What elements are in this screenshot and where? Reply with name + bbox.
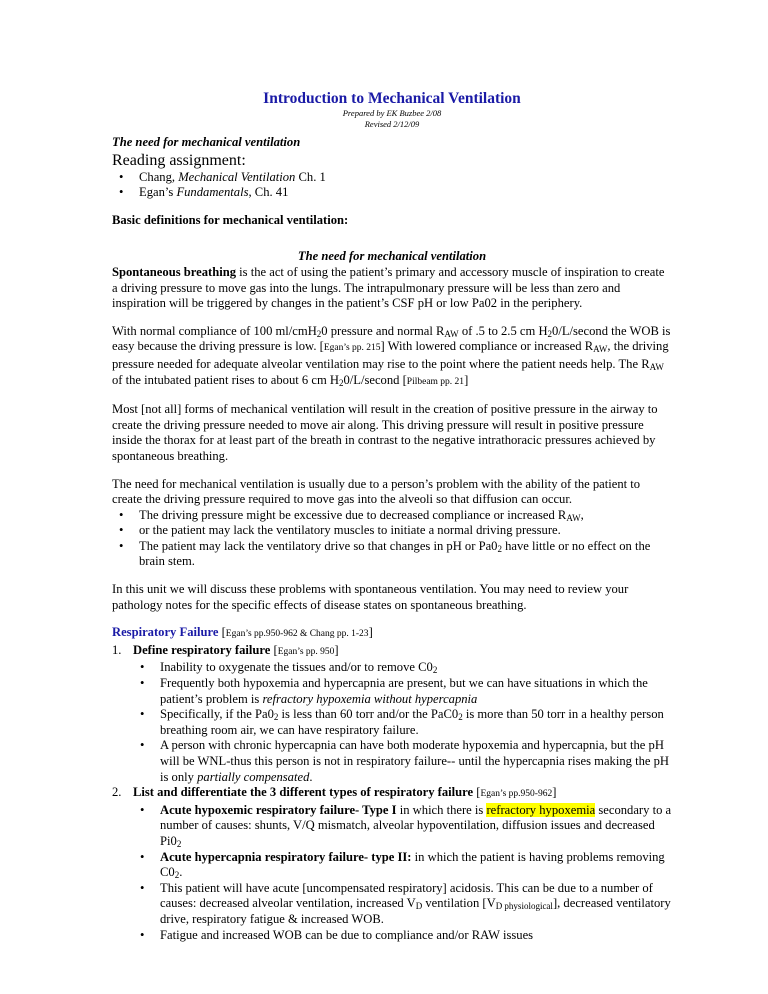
list-item: • Acute hypercapnia respiratory failure- type II: in which the patient is having problems removing $C0_2$. (133, 850, 672, 881)
list-item: • The patient may lack the ventilatory drive so that changes in pH or $Pa0_2$ have little or no effect on the brain stem. (112, 539, 672, 570)
revised-date: Revised 2/12/09 (364, 118, 420, 129)
prepared-by: Prepared by EK Buzbee 2/08 (342, 108, 442, 118)
paragraph-unit-intro: In this unit we will discuss these problems with spontaneous ventilation. You may need to review your pathology notes for the specific effects of disease states on spontaneous breathing. (112, 582, 629, 612)
reading-item: • Egan’s Fundamentals, Ch. 41 (112, 185, 672, 201)
list-item: • A person with chronic hypercapnia can have both moderate hypoxemia and hypercapnia, but the pH will be WNL-thus this person is not in respiratory failure-- until the hypercapnia rises making the pH is only partially compensated. (133, 738, 672, 785)
need-bullets (112, 508, 672, 570)
document-title: Introduction to Mechanical Ventilation (263, 90, 521, 107)
reading-heading: Reading assignment: (112, 151, 246, 169)
paragraph-positive-pressure: Most [not all] forms of mechanical ventilation will result in the creation of positive pressure in the airway to create the driving pressure needed to move air along. This driving pressure will result in positive pressure inside the thorax for at least part of the breath in contrast to the negative intrathoracic pressures achieved by spontaneous breathing. (112, 402, 658, 463)
section-need-heading: The need for mechanical ventilation (297, 249, 487, 264)
reading-list (112, 170, 672, 201)
paragraph-need-cause: The need for mechanical ventilation is usually due to a person’s problem with the ability of the patient to create the driving pressure required to move gas into the alveoli so that diffusion can occur. (112, 476, 641, 507)
document-page (112, 90, 672, 943)
list-item: • Frequently both hypoxemia and hypercapnia are present, but we can have situations in which the patient’s problem is refractory hypoxemia without hypercapnia (133, 676, 672, 707)
list-item: • or the patient may lack the ventilatory muscles to initiate a normal driving pressure. (112, 523, 672, 539)
list-item: 1. Define respiratory failure [Egan’s pp. 950] • Inability to oxygenate the tissues and/or to remove $C0_2$ • Frequently both hypoxemia and hypercapnia are present, but we can have situations in which the patient’s problem is refractory hypoxemia without hypercapnia • Specifically, if the $Pa0_2$ is less than 60 torr and/or the $PaC0_2$ is more than 50 torr in a healthy person breathing room air, we can have respiratory failure. • A person with chronic hypercapnia can have both moderate hypoxemia and hypercapnia, but the pH will be WNL-thus this person is not in respiratory failure-- until the hypercapnia rises making the pH is only partially compensated. (112, 643, 672, 785)
reading-item: • Chang, Mechanical Ventilation Ch. 1 (112, 170, 672, 186)
highlight-refractory-hypoxemia: refractory hypoxemia (486, 802, 596, 817)
list-item: 2. List and differentiate the 3 different types of respiratory failure [Egan’s pp.950-962] • Acute hypoxemic respiratory failure- Type I in which there is refractory hypoxemia secondary to a number of causes: shunts, V/Q mismatch, alveolar hypoventilation, diffusion issues and decreased $Pi0_2$ • Acute hypercapnia respiratory failure- type II: in which the patient is having problems removing $C0_2$. • This patient will have acute [uncompensated respiratory] acidosis. This can be due to a number of causes: decreased alveolar ventilation, increased $V_D$ ventilation $[V_{D physiological}]$, decreased ventilatory drive, respiratory fatigue & increased WOB. • Fatigue and increased WOB can be due to compliance and/or RAW issues (112, 785, 672, 943)
resp-failure-list (112, 643, 672, 943)
basic-definitions-heading: Basic definitions for mechanical ventilation: (112, 212, 349, 227)
list-item: • Fatigue and increased WOB can be due to compliance and/or RAW issues (133, 928, 672, 944)
resp-failure-heading: Respiratory Failure [Egan’s pp.950-962 & Chang pp. 1-23] (112, 625, 373, 640)
paragraph-spontaneous: Spontaneous breathing is the act of using the patient’s primary and accessory muscle of inspiration to create a driving pressure to move gas into the lungs. The intrapulmonary pressure will be less than zero and inspiration will be triggered by changes in the patient’s CSF pH or low Pa02 in the periphery. (112, 264, 665, 311)
need-heading: The need for mechanical ventilation (112, 135, 301, 149)
list-item: • Specifically, if the $Pa0_2$ is less than 60 torr and/or the $PaC0_2$ is more than 50 torr in a healthy person breathing room air, we can have respiratory failure. (133, 707, 672, 738)
list-item: • The driving pressure might be excessive due to decreased compliance or increased $R_{AW}$, (112, 508, 672, 524)
list-item: • Inability to oxygenate the tissues and/or to remove $C0_2$ (133, 660, 672, 676)
list-item: • This patient will have acute [uncompensated respiratory] acidosis. This can be due to a number of causes: decreased alveolar ventilation, increased $V_D$ ventilation $[V_{D physiological}]$, decreased ventilatory drive, respiratory fatigue & increased WOB. (133, 881, 672, 928)
paragraph-compliance: With normal compliance of 100 ml/cmH$_2$0 pressure and normal $R_{AW}$ of .5 to 2.5 cm $H_20/L$/second the WOB is easy because the driving pressure is low. [Egan’s pp. 215] With lowered compliance or increased $R_{AW}$, the driving pressure needed for adequate alveolar ventilation may rise to the point where the patient needs help. The $R_{AW}$ of the intubated patient rises to about 6 cm $H_20/L$/second [Pilbeam pp. 21] (112, 323, 671, 388)
list-item: • Acute hypoxemic respiratory failure- Type I in which there is refractory hypoxemia secondary to a number of causes: shunts, V/Q mismatch, alveolar hypoventilation, diffusion issues and decreased $Pi0_2$ (133, 803, 672, 850)
